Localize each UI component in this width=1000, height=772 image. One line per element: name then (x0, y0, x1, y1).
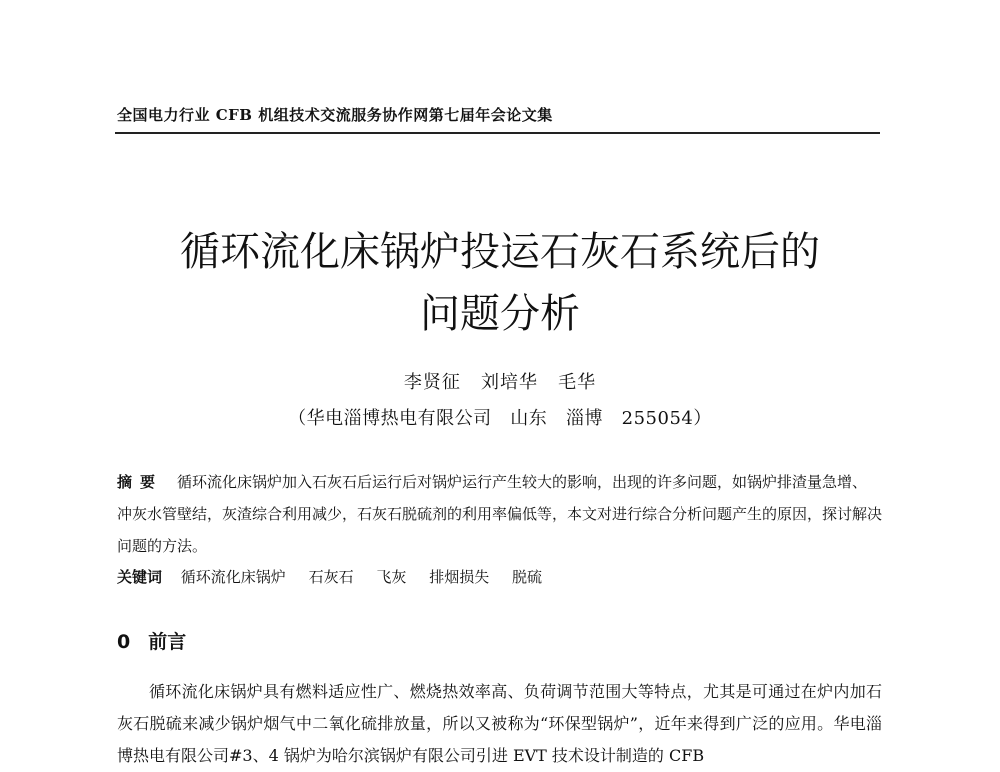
intro-paragraph: 循环流化床锅炉具有燃料适应性广、燃烧热效率高、负荷调节范围大等特点，尤其是可通过在炉内加石灰石脱硫来减少锅炉烟气中二氧化硫排放量，所以又被称为“环保型锅炉”，近年来得到广泛的应用。华电淄博热电有限公司#3、4 锅炉为哈尔滨锅炉有限公司引进 EVT 技术设计制造的 CFB (117, 682, 882, 765)
paper-title-line-2: 问题分析 (420, 291, 580, 337)
authors: 李贤征 刘培华 毛华 (403, 372, 597, 393)
keywords (117, 563, 882, 591)
abstract-text: 循环流化床锅炉加入石灰石后运行后对锅炉运行产生较大的影响，出现的许多问题，如锅炉排渣量急增、冲灰水管壁结，灰渣综合利用减少，石灰石脱硫剂的利用率偏低等，本文对进行综合分析问题产生的原因，探讨解决问题的方法。 (117, 473, 883, 555)
affiliation: （华电淄博热电有限公司 山东 淄博 255054） (288, 408, 712, 429)
section-title: 前言 (148, 631, 187, 653)
keyword: 循环流化床锅炉 (180, 568, 286, 586)
section-number: 0 (117, 631, 131, 653)
abstract (117, 466, 882, 562)
paper-title-line-1: 循环流化床锅炉投运石灰石系统后的 (180, 229, 820, 275)
section-heading (117, 627, 186, 654)
keyword: 排烟损失 (429, 568, 490, 586)
header-rule (115, 132, 880, 134)
keywords-label: 关键词 (117, 568, 163, 586)
keyword: 脱硫 (511, 568, 542, 586)
keyword: 飞灰 (376, 568, 407, 586)
keyword: 石灰石 (308, 568, 354, 586)
abstract-label: 摘要 (117, 473, 164, 491)
running-header: 全国电力行业 CFB 机组技术交流服务协作网第七届年会论文集 (117, 106, 553, 124)
